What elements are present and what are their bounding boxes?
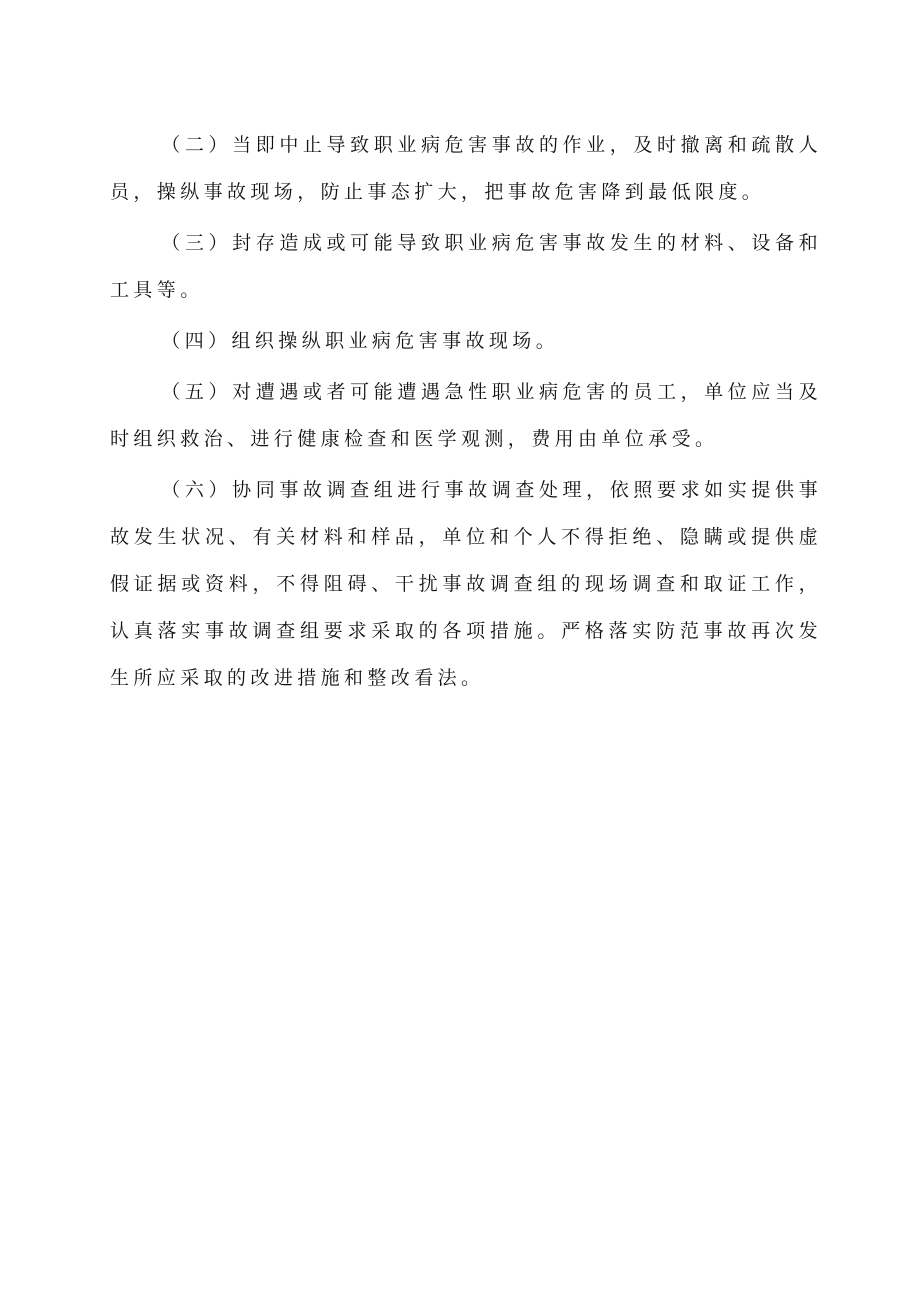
paragraph-4: （四）组织操纵职业病危害事故现场。 <box>161 330 560 352</box>
paragraph-5: （五）对遭遇或者可能遭遇急性职业病危害的员工，单位应当及时组织救治、进行健康检查和医学观测，费用由单位承受。 <box>110 381 822 450</box>
paragraph-2: （二）当即中止导致职业病危害事故的作业，及时撤离和疏散人员，操纵事故现场，防止事态扩大，把事故危害降到最低限度。 <box>110 134 822 203</box>
paragraph-3: （三）封存造成或可能导致职业病危害事故发生的材料、设备和工具等。 <box>110 232 822 301</box>
document-body <box>110 122 822 706</box>
paragraph-6: （六）协同事故调查组进行事故调查处理，依照要求如实提供事故发生状况、有关材料和样品，单位和个人不得拒绝、隐瞒或提供虚假证据或资料，不得阻碍、干扰事故调查组的现场调查和取证工作，认真落实事故调查组要求采取的各项措施。严格落实防范事故再次发生所应采取的改进措施和整改看法。 <box>110 479 822 689</box>
